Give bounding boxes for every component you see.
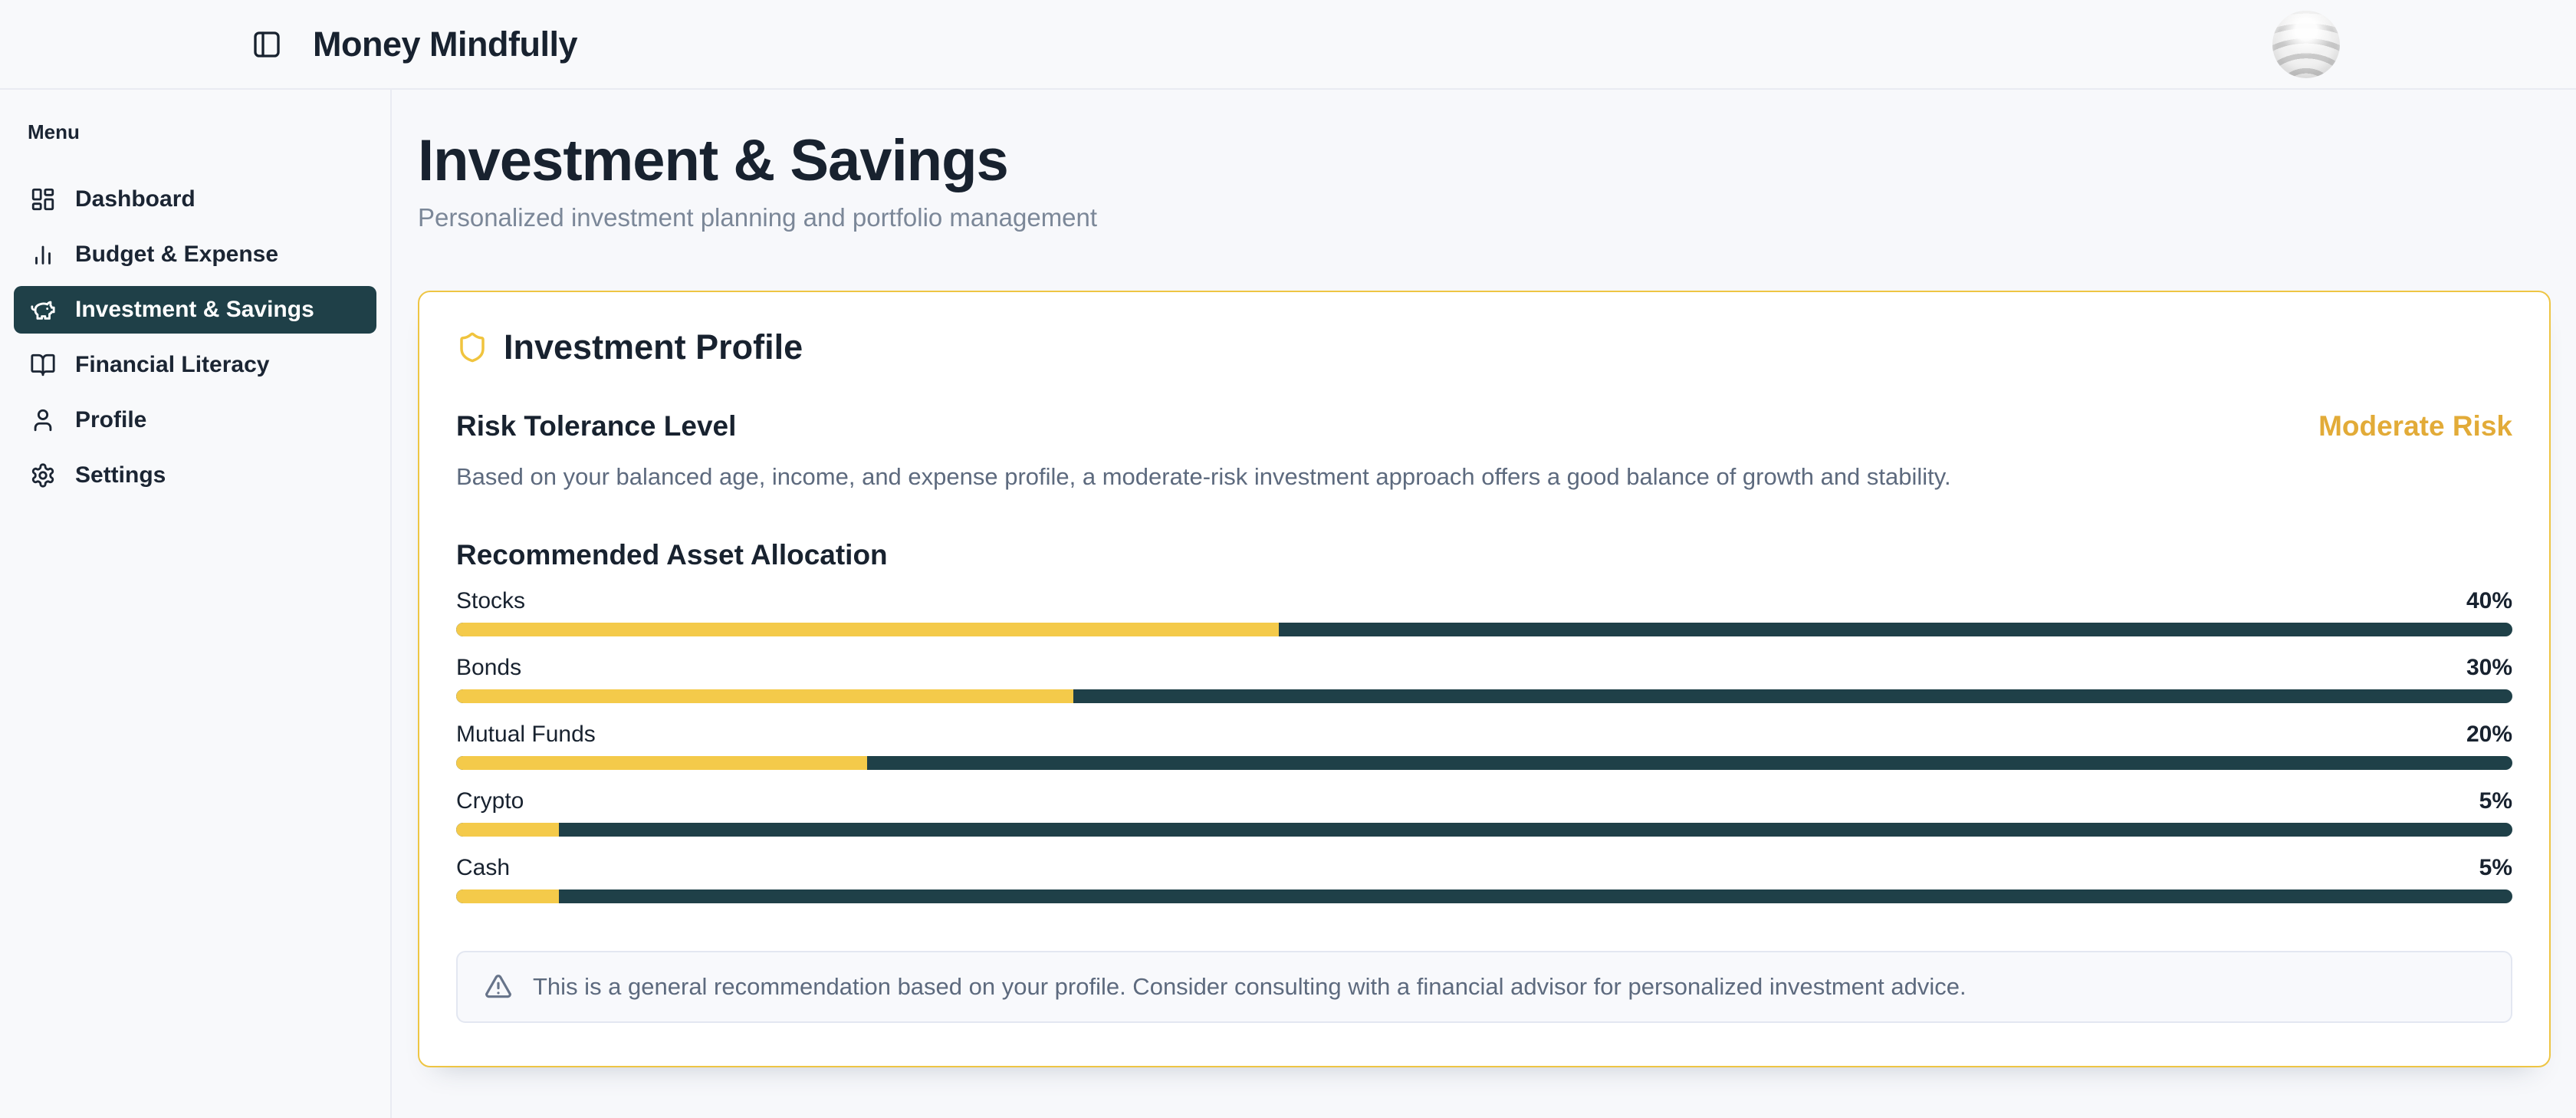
allocation-heading: Recommended Asset Allocation (456, 538, 888, 571)
sidebar-item-profile[interactable] (14, 396, 376, 444)
risk-tolerance-row (456, 410, 2512, 442)
advisor-note (456, 951, 2512, 1023)
asset-label: Mutual Funds (456, 721, 596, 747)
sidebar-item-label: Budget & Expense (75, 242, 279, 267)
sidebar-item-label: Dashboard (75, 186, 196, 212)
sidebar-item-dashboard[interactable] (14, 176, 376, 223)
sidebar-item-label: Profile (75, 407, 147, 432)
menu-label: Menu (28, 120, 80, 143)
advisor-note-text: This is a general recommendation based on your profile. Consider consulting with a financial advisor for personalized investment advice. (533, 972, 1967, 1000)
asset-percent: 40% (2466, 587, 2512, 613)
allocation-list (456, 588, 2512, 903)
sidebar-item-label: Investment & Savings (75, 297, 314, 322)
sidebar-item-settings[interactable] (14, 452, 376, 499)
sidebar (0, 90, 392, 1118)
page-subtitle: Personalized investment planning and portfolio management (418, 203, 1098, 232)
allocation-bar (456, 623, 2512, 636)
allocation-bar (456, 756, 2512, 770)
shield-icon (456, 331, 488, 363)
allocation-row-crypto (456, 788, 2512, 837)
allocation-bar (456, 889, 2512, 903)
app-title: Money Mindfully (313, 24, 577, 64)
asset-label: Cash (456, 854, 511, 880)
sidebar-item-financial-literacy[interactable] (14, 341, 376, 389)
allocation-row-stocks (456, 588, 2512, 636)
asset-percent: 5% (2479, 854, 2512, 880)
allocation-row-bonds (456, 655, 2512, 703)
risk-level-badge: Moderate Risk (2318, 410, 2512, 442)
bar-chart-icon (29, 241, 57, 268)
sidebar-item-budget-expense[interactable] (14, 231, 376, 278)
card-title: Investment Profile (504, 327, 803, 367)
asset-label: Bonds (456, 654, 522, 680)
allocation-bar-fill (456, 756, 867, 770)
card-header (456, 327, 2512, 367)
warning-triangle-icon (484, 972, 513, 1001)
piggy-bank-icon (29, 296, 57, 324)
risk-tolerance-heading: Risk Tolerance Level (456, 410, 737, 442)
gear-icon (29, 462, 57, 489)
sidebar-item-label: Financial Literacy (75, 352, 270, 377)
allocation-row-mutual-funds (456, 722, 2512, 770)
sidebar-item-label: Settings (75, 462, 166, 488)
asset-percent: 5% (2479, 788, 2512, 814)
book-open-icon (29, 351, 57, 379)
allocation-bar-fill (456, 889, 559, 903)
panel-left-icon (251, 29, 282, 60)
allocation-bar-fill (456, 623, 1279, 636)
asset-label: Crypto (456, 788, 524, 814)
allocation-bar (456, 689, 2512, 703)
sidebar-item-investment-savings[interactable] (14, 286, 376, 334)
asset-percent: 20% (2466, 721, 2512, 747)
layout-dashboard-icon (29, 186, 57, 213)
avatar[interactable] (2272, 11, 2340, 78)
sidebar-toggle-button[interactable] (250, 28, 284, 61)
page-title: Investment & Savings (418, 128, 1008, 193)
main-content (392, 90, 2576, 1118)
user-icon (29, 406, 57, 434)
allocation-bar (456, 823, 2512, 837)
app-header (0, 0, 2576, 90)
investment-profile-card (418, 291, 2551, 1067)
allocation-bar-fill (456, 823, 559, 837)
risk-description: Based on your balanced age, income, and expense profile, a moderate-risk investment approach offers a good balance of growth and stability. (456, 463, 1951, 491)
asset-label: Stocks (456, 587, 526, 613)
allocation-bar-fill (456, 689, 1073, 703)
allocation-row-cash (456, 855, 2512, 903)
sidebar-nav (0, 172, 390, 503)
asset-percent: 30% (2466, 654, 2512, 680)
